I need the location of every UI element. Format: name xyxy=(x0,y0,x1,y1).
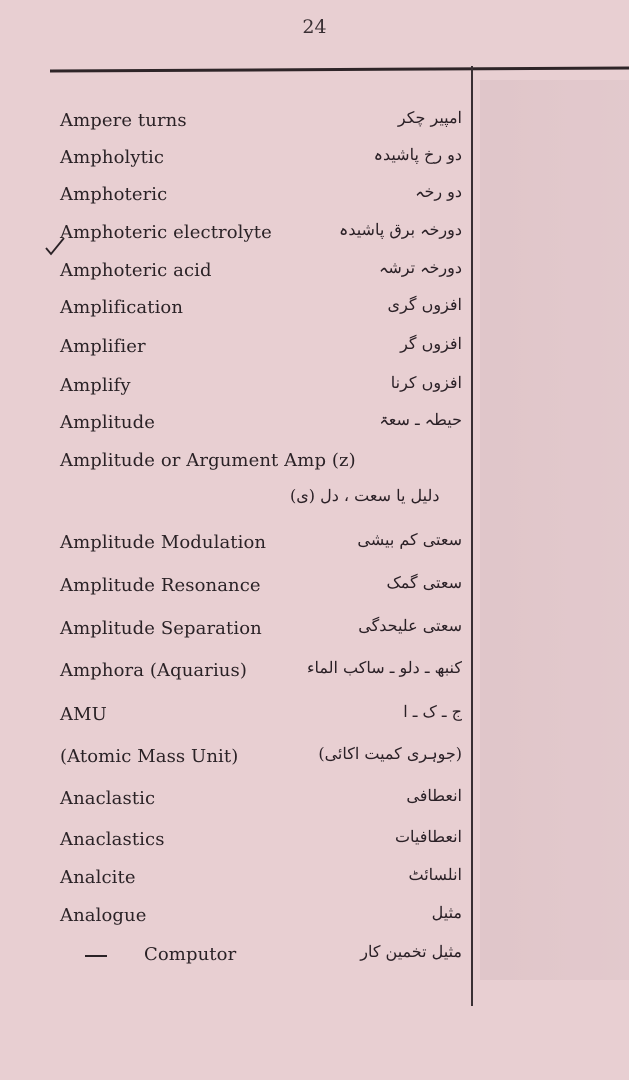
entry-urdu: سعتی علیحدگی xyxy=(358,616,462,635)
glossary-entry xyxy=(0,780,470,818)
glossary-entry xyxy=(0,480,470,518)
entry-english: Amphoteric electrolyte xyxy=(60,222,272,243)
entry-urdu: انلسائٹ xyxy=(408,865,462,884)
entry-urdu: افزوں گری xyxy=(387,295,462,314)
glossary-entry xyxy=(0,897,470,935)
entry-english: Ampholytic xyxy=(60,147,165,168)
glossary-entry xyxy=(0,696,470,734)
entry-english: Amplitude Separation xyxy=(60,618,262,639)
entry-english: AMU xyxy=(60,704,107,725)
entry-urdu: امپیر چکر xyxy=(397,108,462,127)
glossary-entry xyxy=(0,214,470,252)
glossary-entry xyxy=(0,367,470,405)
entry-urdu: ج ـ ک ـ ا xyxy=(403,702,462,721)
page-number: 24 xyxy=(302,16,327,38)
glossary-entry xyxy=(0,102,470,140)
entry-urdu: حیطہ ـ سعۃ xyxy=(379,410,462,429)
entry-english: Ampere turns xyxy=(60,110,187,131)
glossary-entry xyxy=(0,176,470,214)
glossary-entry xyxy=(0,289,470,327)
entry-english: (Atomic Mass Unit) xyxy=(60,746,239,767)
entry-urdu: افزوں کرنا xyxy=(390,373,462,392)
entry-english: Analogue xyxy=(60,905,147,926)
entry-urdu: دلیل یا سعت ، دل (ی) xyxy=(290,486,440,505)
glossary-entry xyxy=(0,404,470,442)
entry-english: Computor xyxy=(144,944,237,965)
glossary-entry xyxy=(0,859,470,897)
entry-urdu: دورخہ برق پاشیدہ xyxy=(338,220,462,239)
entry-urdu: (جوہری کمیت اکائی) xyxy=(318,744,462,763)
entry-urdu: سعتی کم بیشی xyxy=(357,530,462,549)
glossary-entry xyxy=(0,328,470,366)
glossary-entry xyxy=(0,738,470,776)
entry-english: Analcite xyxy=(60,867,136,888)
entry-urdu: سعتی گمک xyxy=(386,573,462,592)
entry-english: Amphoteric xyxy=(60,184,168,205)
entry-urdu: دورخہ ترشہ xyxy=(379,258,462,277)
glossary-entry xyxy=(0,442,470,480)
entry-english: Amplitude Modulation xyxy=(60,532,267,553)
entry-urdu: انعطافی xyxy=(406,786,462,805)
glossary-entry xyxy=(0,252,470,290)
entry-urdu: مثیل xyxy=(431,903,462,922)
entry-english: Amplify xyxy=(60,375,131,396)
entry-english: Amplitude Resonance xyxy=(60,575,261,596)
top-rule xyxy=(50,66,629,72)
glossary-entry xyxy=(0,610,470,648)
facing-page-bleed xyxy=(480,80,629,980)
entry-urdu: افزوں گر xyxy=(400,334,462,353)
entry-urdu: دو رخہ xyxy=(415,182,462,201)
entry-english: Amphora (Aquarius) xyxy=(60,660,247,681)
entry-english: Anaclastic xyxy=(60,788,156,809)
glossary-entry xyxy=(0,139,470,177)
entry-urdu: انعطافیات xyxy=(394,827,462,846)
entry-english: Amplification xyxy=(60,297,184,318)
entry-english: Amplifier xyxy=(60,336,146,357)
column-rule xyxy=(471,66,473,1006)
glossary-entry xyxy=(0,524,470,562)
glossary-entry xyxy=(0,652,470,690)
entry-urdu: دو رخ پاشیدہ xyxy=(373,145,462,164)
glossary-entry xyxy=(0,821,470,859)
entry-english: Amplitude or Argument Amp (z) xyxy=(60,450,356,471)
entry-english: Amphoteric acid xyxy=(60,260,212,281)
entry-english: Anaclastics xyxy=(60,829,165,850)
em-dash xyxy=(85,955,107,957)
glossary-entry xyxy=(0,567,470,605)
entry-urdu: مثیل تخمین کار xyxy=(360,942,462,961)
glossary-subentry xyxy=(0,936,470,974)
entry-english: Amplitude xyxy=(60,412,156,433)
entry-urdu: کنبھ ـ دلو ـ ساکب الماء xyxy=(306,658,462,677)
